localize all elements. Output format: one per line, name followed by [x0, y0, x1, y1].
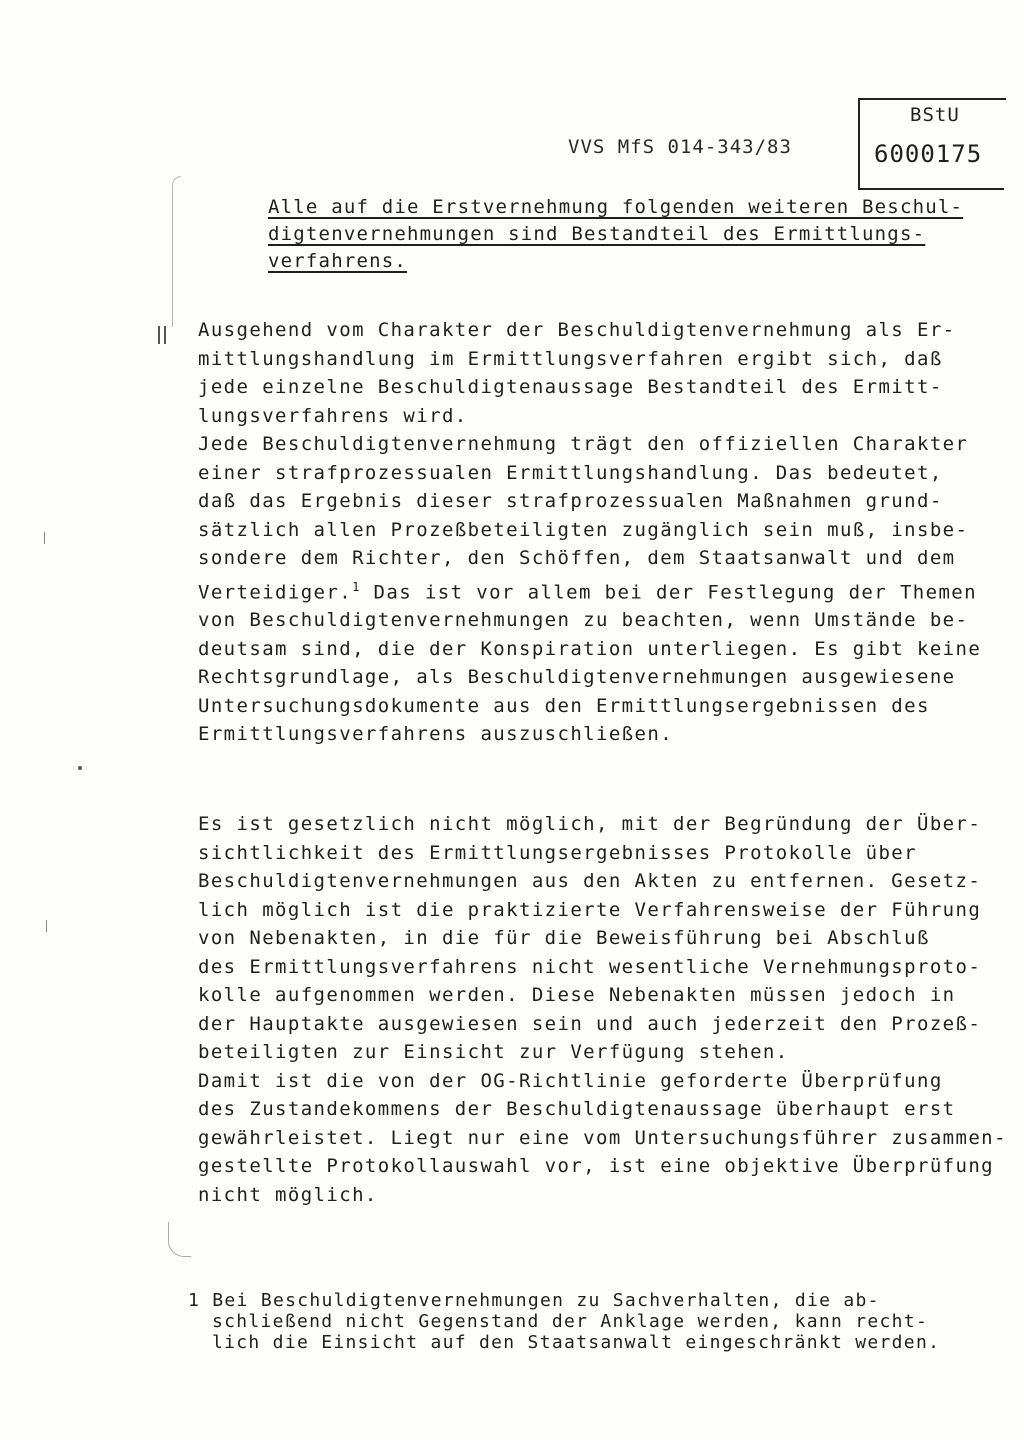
stamp-top-bar: [868, 98, 1006, 100]
text-fragment: Das ist vor allem bei der Festlegung der Themen: [360, 580, 977, 603]
heading-line: verfahrens.: [268, 250, 408, 272]
text-line: gewährleistet. Liegt nur eine vom Untersuchungsführer zusammen-: [198, 1126, 1007, 1149]
text-line: daß das Ergebnis dieser strafprozessualen Maßnahmen grund-: [198, 490, 943, 512]
text-line: sätzlich allen Prozeßbeteiligten zugänglich sein muß, insbe-: [198, 518, 969, 541]
text-line: einer strafprozessualen Ermittlungshandlung. Das bedeutet,: [198, 461, 943, 484]
paragraph-2: [198, 810, 1007, 1209]
text-line: beteiligten zur Einsicht zur Verfügung stehen.: [198, 1041, 789, 1063]
section-heading: [268, 194, 968, 275]
text-line: jede einzelne Beschuldigtenaussage Bestandteil des Ermitt-: [198, 376, 943, 398]
text-line: Untersuchungsdokumente aus den Ermittlungsergebnissen des: [198, 694, 930, 717]
archive-stamp: [858, 98, 1004, 190]
document-reference: VVS MfS 014-343/83: [568, 136, 792, 158]
footnote-line: schließend nicht Gegenstand der Anklage werden, kann recht-: [212, 1311, 929, 1332]
scan-speck: [78, 766, 82, 770]
heading-line: digtenvernehmungen sind Bestandteil des Ermittlungs-: [268, 223, 926, 245]
text-line: gestellte Protokollauswahl vor, ist eine objektive Überprüfung: [198, 1155, 995, 1177]
text-line: Es ist gesetzlich nicht möglich, mit der Begründung der Über-: [198, 813, 982, 835]
stamp-agency: BStU: [910, 104, 960, 126]
text-line: sondere dem Richter, den Schöffen, dem Staatsanwalt und dem: [198, 547, 956, 569]
text-line: deutsam sind, die der Konspiration unterliegen. Es gibt keine: [198, 637, 982, 660]
margin-punch-mark: [46, 920, 48, 932]
text-fragment: Verteidiger.: [198, 580, 353, 603]
stamp-page-number: 6000175: [874, 140, 983, 168]
margin-pencil-line: [172, 176, 181, 327]
text-line: des Ermittlungsverfahrens nicht wesentliche Vernehmungsproto-: [198, 955, 982, 978]
heading-line: Alle auf die Erstvernehmung folgenden weiteren Beschul-: [268, 196, 964, 218]
text-line: mittlungshandlung im Ermittlungsverfahren ergibt sich, daß: [198, 347, 943, 370]
text-line: kolle aufgenommen werden. Diese Nebenakten müssen jedoch in: [198, 984, 956, 1006]
paragraph-1: [198, 316, 982, 749]
text-line: Jede Beschuldigtenvernehmung trägt den offiziellen Charakter: [198, 433, 969, 455]
text-line: der Hauptakte ausgewiesen sein und auch jederzeit den Prozeß-: [198, 1012, 982, 1035]
text-line: Ausgehend vom Charakter der Beschuldigtenvernehmung als Er-: [198, 319, 956, 341]
footnote: [188, 1290, 978, 1353]
footnote-reference: 1: [352, 579, 361, 594]
text-line: Rechtsgrundlage, als Beschuldigtenvernehmungen ausgewiesene: [198, 666, 956, 689]
footnote-line: 1 Bei Beschuldigtenvernehmungen zu Sachverhalten, die ab-: [188, 1290, 880, 1311]
text-line: nicht möglich.: [198, 1183, 378, 1206]
text-line: Beschuldigtenvernehmungen aus den Akten zu entfernen. Gesetz-: [198, 870, 982, 892]
margin-pencil-curve: [168, 1222, 191, 1257]
text-line: sichtlichkeit des Ermittlungsergebnisses Protokolle über: [198, 841, 917, 864]
text-line: des Zustandekommens der Beschuldigtenaussage überhaupt erst: [198, 1098, 956, 1120]
text-line: von Nebenakten, in die für die Beweisführung bei Abschluß: [198, 927, 930, 949]
text-line: von Beschuldigtenvernehmungen zu beachten, wenn Umstände be-: [198, 609, 969, 632]
text-line: Ermittlungsverfahrens auszuschließen.: [198, 723, 674, 746]
text-line: Damit ist die von der OG-Richtlinie geforderte Überprüfung: [198, 1069, 943, 1092]
margin-punch-mark: [44, 532, 46, 544]
text-line: lich möglich ist die praktizierte Verfahrensweise der Führung: [198, 898, 982, 921]
text-line-with-footnote: [198, 573, 978, 607]
text-line: lungsverfahrens wird.: [198, 404, 468, 427]
footnote-line: lich die Einsicht auf den Staatsanwalt eingeschränkt werden.: [212, 1332, 941, 1353]
margin-pencil-mark: [158, 326, 166, 344]
